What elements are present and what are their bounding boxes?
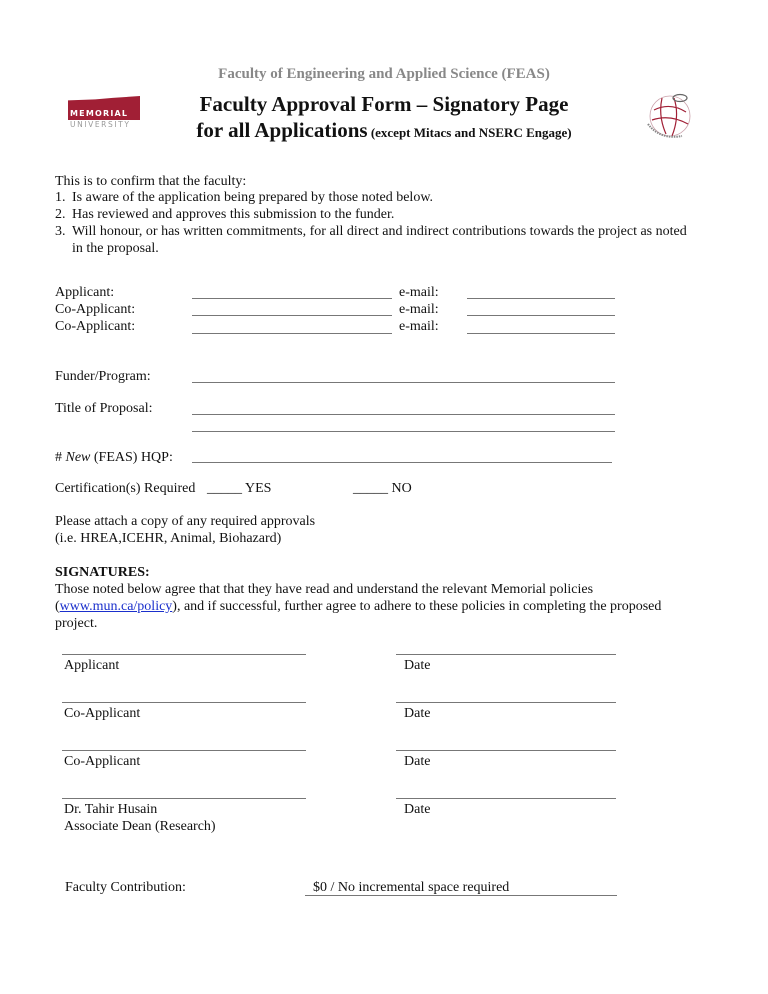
associate-dean-signature-field[interactable] — [62, 798, 306, 799]
signatures-text-line3: project. — [55, 616, 98, 631]
approvals-examples: (i.e. HREA,ICEHR, Animal, Biohazard) — [55, 531, 282, 546]
applicant-name-field[interactable] — [192, 298, 392, 299]
co-applicant-2-date-field[interactable] — [396, 750, 616, 751]
certification-label: Certification(s) Required — [55, 481, 196, 496]
cert-no-blank[interactable]: _____ — [353, 481, 388, 496]
cert-yes-label: YES — [242, 481, 272, 496]
co-applicant-label: Co-Applicant: — [55, 319, 136, 334]
hqp-prefix: # — [55, 450, 66, 465]
applicant-signature-field[interactable] — [62, 654, 306, 655]
list-number: 3. — [55, 224, 66, 239]
list-number: 2. — [55, 207, 66, 222]
signatory-title: Associate Dean (Research) — [64, 819, 216, 834]
associate-dean-date-field[interactable] — [396, 798, 616, 799]
subtitle-note: (except Mitacs and NSERC Engage) — [367, 125, 572, 140]
hqp-label — [55, 450, 173, 466]
form-title: Faculty Approval Form – Signatory Page — [199, 92, 569, 116]
hqp-new: New — [65, 450, 91, 465]
cert-yes-blank[interactable]: _____ — [207, 481, 242, 496]
signatures-text: Those noted below agree that that they have read and understand the relevant Memorial policies — [55, 582, 594, 597]
faculty-contribution-field[interactable] — [305, 895, 617, 896]
co-applicant-1-name-field[interactable] — [192, 315, 392, 316]
cert-yes-option[interactable] — [207, 481, 271, 497]
paren-open: ( — [55, 599, 60, 614]
signatory-name: Dr. Tahir Husain — [64, 802, 158, 817]
title-label: Title of Proposal: — [55, 401, 153, 416]
hqp-suffix: (FEAS) HQP: — [90, 450, 173, 465]
form-subtitle — [0, 118, 768, 143]
co-applicant-label: Co-Applicant: — [55, 302, 136, 317]
co-applicant-1-date-field[interactable] — [396, 702, 616, 703]
logo-memorial-text: MEMORIAL — [70, 109, 129, 118]
applicant-email-field[interactable] — [467, 298, 615, 299]
funder-program-field[interactable] — [192, 382, 615, 383]
intro-lead: This is to confirm that the faculty: — [55, 174, 247, 189]
subtitle-main: for all Applications — [196, 118, 368, 142]
list-item: Will honour, or has written commitments, for all direct and indirect contributions towards the project as noted — [72, 224, 687, 239]
title-of-proposal-field[interactable] — [192, 414, 615, 415]
title-of-proposal-field-line2[interactable] — [192, 431, 615, 432]
date-label: Date — [404, 754, 431, 769]
email-label: e-mail: — [399, 285, 439, 300]
co-applicant-2-name-field[interactable] — [192, 333, 392, 334]
signature-label: Applicant — [64, 658, 120, 673]
faculty-contribution-value: $0 / No incremental space required — [313, 880, 510, 895]
funder-label: Funder/Program: — [55, 369, 151, 384]
list-number: 1. — [55, 190, 66, 205]
list-item: Is aware of the application being prepared by those noted below. — [72, 190, 434, 205]
logo-university-text: UNIVERSITY — [70, 120, 131, 129]
signatures-heading: SIGNATURES: — [55, 565, 150, 580]
date-label: Date — [404, 658, 431, 673]
faculty-name: Faculty of Engineering and Applied Science (FEAS) — [218, 66, 550, 82]
co-applicant-2-signature-field[interactable] — [62, 750, 306, 751]
cert-no-option[interactable] — [353, 481, 412, 497]
cert-no-label: NO — [388, 481, 412, 496]
email-label: e-mail: — [399, 319, 439, 334]
signatures-text-line2 — [55, 598, 661, 615]
applicant-label: Applicant: — [55, 285, 115, 300]
signature-label: Co-Applicant — [64, 706, 141, 721]
co-applicant-1-email-field[interactable] — [467, 315, 615, 316]
signature-label: Co-Applicant — [64, 754, 141, 769]
co-applicant-1-signature-field[interactable] — [62, 702, 306, 703]
signatures-text-rest: ), and if successful, further agree to adhere to these policies in completing the proposed — [172, 599, 662, 614]
date-label: Date — [404, 706, 431, 721]
policy-link[interactable]: www.mun.ca/policy — [59, 599, 173, 614]
co-applicant-2-email-field[interactable] — [467, 333, 615, 334]
hqp-field[interactable] — [192, 462, 612, 463]
approvals-note: Please attach a copy of any required approvals — [55, 514, 316, 529]
email-label: e-mail: — [399, 302, 439, 317]
list-item-continued: in the proposal. — [72, 241, 159, 256]
applicant-date-field[interactable] — [396, 654, 616, 655]
list-item: Has reviewed and approves this submission to the funder. — [72, 207, 395, 222]
date-label: Date — [404, 802, 431, 817]
faculty-contribution-label: Faculty Contribution: — [65, 880, 186, 895]
